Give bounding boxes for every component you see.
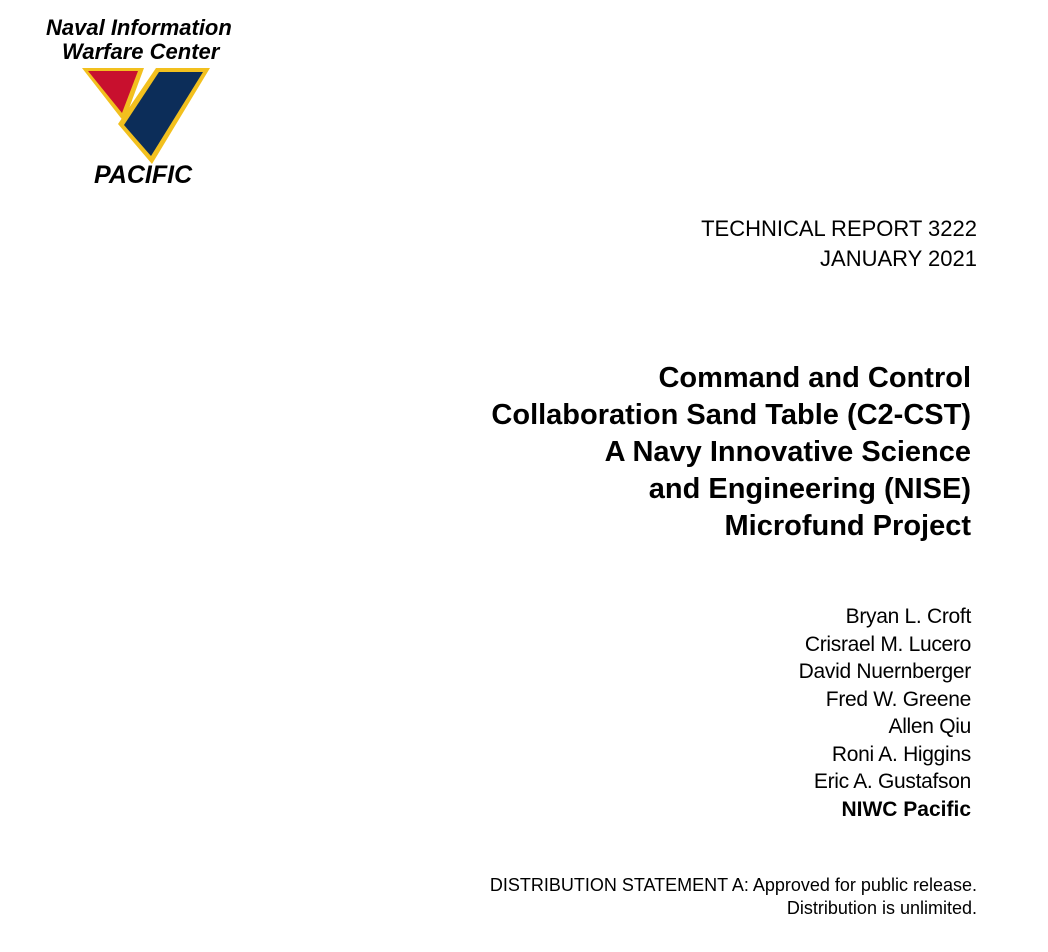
organization-name: NIWC Pacific [841,797,971,821]
title-line: and Engineering (NISE) [648,473,971,505]
author-name: Allen Qiu [888,715,971,738]
distribution-statement [490,874,977,920]
title-line: Command and Control [658,362,971,394]
title-line: Collaboration Sand Table (C2-CST) [491,399,971,431]
logo-text-line-1: Naval Information [46,15,232,40]
author-name: Roni A. Higgins [831,742,971,766]
distribution-line-2: Distribution is unlimited. [786,898,977,918]
author-name: Fred W. Greene [825,687,971,711]
logo-text-pacific: PACIFIC [94,161,193,189]
author-name: Crisrael M. Lucero [804,632,971,656]
niwc-pacific-logo [40,14,270,194]
report-header [701,214,977,274]
distribution-line-1: DISTRIBUTION STATEMENT A: Approved for public release. [489,875,977,895]
report-date: JANUARY 2021 [820,246,977,271]
author-name: David Nuernberger [798,660,971,683]
report-title [491,360,971,545]
author-list [799,603,971,823]
logo-text-line-2: Warfare Center [62,39,220,64]
report-number: TECHNICAL REPORT 3222 [701,216,977,241]
chevron-emblem-icon [80,66,212,166]
title-line: A Navy Innovative Science [604,436,971,468]
title-line: Microfund Project [724,510,971,542]
author-name: Bryan L. Croft [845,605,971,628]
author-name: Eric A. Gustafson [813,770,971,793]
